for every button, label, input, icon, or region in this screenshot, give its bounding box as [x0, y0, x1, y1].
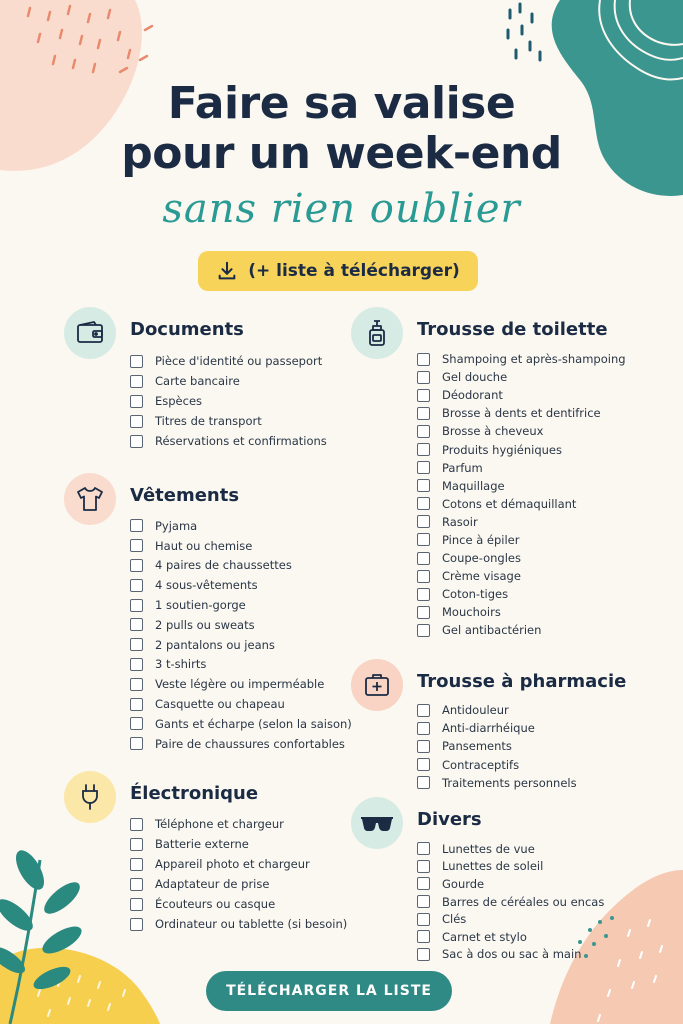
- checkbox[interactable]: [417, 722, 430, 735]
- item-label: Titres de transport: [155, 414, 262, 428]
- list-item: [417, 477, 626, 495]
- section-divers: [351, 797, 651, 967]
- list-item: [130, 694, 352, 714]
- item-label: Espèces: [155, 394, 203, 408]
- checkbox[interactable]: [417, 353, 430, 366]
- list-item: [417, 928, 604, 946]
- list-item: [417, 350, 626, 368]
- list-item: [130, 854, 347, 874]
- checkbox[interactable]: [417, 948, 430, 961]
- checkbox[interactable]: [130, 559, 143, 572]
- list-item: [417, 603, 626, 621]
- checkbox[interactable]: [417, 425, 430, 438]
- checkbox[interactable]: [417, 552, 430, 565]
- checkbox[interactable]: [417, 479, 430, 492]
- item-label: Crème visage: [442, 569, 521, 584]
- item-label: Traitements personnels: [442, 775, 577, 790]
- section-title: Électronique: [130, 783, 259, 804]
- title-line-3: sans rien oublier: [162, 186, 521, 232]
- item-label: 1 soutien-gorge: [155, 598, 246, 613]
- list-item: [417, 910, 604, 928]
- item-label: Gourde: [442, 876, 485, 891]
- checkbox[interactable]: [417, 930, 430, 943]
- checklist: [130, 351, 327, 451]
- list-item: [130, 734, 352, 754]
- checkbox[interactable]: [130, 435, 143, 448]
- checkbox[interactable]: [130, 818, 143, 831]
- checkbox[interactable]: [130, 838, 143, 851]
- item-label: Paire de chaussures confortables: [155, 736, 345, 751]
- wallet-icon: [64, 307, 116, 359]
- list-item: [130, 431, 327, 451]
- checkbox[interactable]: [417, 461, 430, 474]
- list-item: [130, 391, 327, 411]
- list-item: [130, 536, 352, 556]
- list-item: [417, 840, 604, 858]
- checklist: [130, 516, 352, 754]
- checkbox[interactable]: [130, 395, 143, 408]
- item-label: 4 paires de chaussettes: [155, 558, 292, 573]
- checkbox[interactable]: [417, 895, 430, 908]
- item-label: Appareil photo et chargeur: [155, 857, 310, 871]
- list-item: [130, 411, 327, 431]
- item-label: Produits hygiéniques: [442, 442, 562, 457]
- checkbox[interactable]: [130, 355, 143, 368]
- checkbox[interactable]: [417, 704, 430, 717]
- checkbox[interactable]: [130, 599, 143, 612]
- item-label: Casquette ou chapeau: [155, 697, 285, 712]
- list-item: [130, 371, 327, 391]
- download-icon: [216, 260, 238, 282]
- checkbox[interactable]: [417, 624, 430, 637]
- list-item: [130, 814, 347, 834]
- checkbox[interactable]: [130, 375, 143, 388]
- checkbox[interactable]: [130, 579, 143, 592]
- checkbox[interactable]: [130, 618, 143, 631]
- checklist: [417, 701, 577, 792]
- list-item: [417, 549, 626, 567]
- list-item: [130, 674, 352, 694]
- list-item: [417, 386, 626, 404]
- item-label: Lunettes de soleil: [442, 859, 544, 874]
- item-label: Carnet et stylo: [442, 929, 527, 944]
- title-line-2: pour un week-end: [121, 128, 562, 179]
- checkbox[interactable]: [417, 389, 430, 402]
- checkbox[interactable]: [417, 407, 430, 420]
- checkbox[interactable]: [130, 717, 143, 730]
- item-label: Écouteurs ou casque: [155, 897, 276, 911]
- item-label: Ordinateur ou tablette (si besoin): [155, 917, 348, 931]
- list-item: [130, 351, 327, 371]
- checkbox[interactable]: [417, 758, 430, 771]
- checkbox[interactable]: [417, 860, 430, 873]
- item-label: Déodorant: [442, 388, 503, 403]
- item-label: Mouchoirs: [442, 605, 501, 620]
- section-title: Documents: [130, 319, 244, 340]
- list-item: [417, 756, 577, 774]
- checkbox[interactable]: [130, 658, 143, 671]
- soap-bottle-icon: [351, 307, 403, 359]
- item-label: Lunettes de vue: [442, 841, 535, 856]
- checklist: [417, 840, 604, 963]
- item-label: Sac à dos ou sac à main: [442, 947, 582, 962]
- list-item: [417, 701, 577, 719]
- checkbox[interactable]: [130, 698, 143, 711]
- list-item: [417, 946, 604, 964]
- list-item: [417, 737, 577, 755]
- checkbox[interactable]: [417, 877, 430, 890]
- item-label: Clés: [442, 912, 467, 927]
- list-item: [130, 894, 347, 914]
- list-item: [417, 513, 626, 531]
- download-pill-label: (+ liste à télécharger): [248, 261, 460, 281]
- list-item: [417, 858, 604, 876]
- item-label: 2 pulls ou sweats: [155, 617, 255, 632]
- item-label: Shampoing et après-shampoing: [442, 352, 626, 367]
- sunglasses-icon: [351, 797, 403, 849]
- list-item: [417, 440, 626, 458]
- item-label: Adaptateur de prise: [155, 877, 270, 891]
- plug-icon: [64, 771, 116, 823]
- item-label: 4 sous-vêtements: [155, 578, 258, 593]
- list-item: [417, 774, 577, 792]
- checkbox[interactable]: [130, 878, 143, 891]
- item-label: Brosse à cheveux: [442, 424, 544, 439]
- list-item: [130, 635, 352, 655]
- list-item: [130, 914, 347, 934]
- section-pharmacie: [351, 659, 651, 794]
- item-label: 2 pantalons ou jeans: [155, 637, 275, 652]
- download-list-button[interactable]: TÉLÉCHARGER LA LISTE: [206, 971, 452, 1011]
- checkbox[interactable]: [130, 638, 143, 651]
- tshirt-icon: [64, 473, 116, 525]
- list-item: [130, 874, 347, 894]
- checkbox[interactable]: [130, 918, 143, 931]
- item-label: Pansements: [442, 739, 512, 754]
- section-documents: [64, 307, 334, 457]
- list-item: [417, 368, 626, 386]
- list-item: [130, 575, 352, 595]
- checkbox[interactable]: [417, 913, 430, 926]
- item-label: Contraceptifs: [442, 757, 520, 772]
- item-label: Veste légère ou imperméable: [155, 677, 325, 692]
- checkbox[interactable]: [130, 678, 143, 691]
- checkbox[interactable]: [417, 842, 430, 855]
- item-label: Antidouleur: [442, 703, 509, 718]
- item-label: Parfum: [442, 460, 483, 475]
- checkbox[interactable]: [417, 606, 430, 619]
- section-title: Vêtements: [130, 485, 240, 506]
- item-label: Pince à épiler: [442, 532, 520, 547]
- item-label: Réservations et confirmations: [155, 434, 327, 448]
- item-label: Gants et écharpe (selon la saison): [155, 716, 352, 731]
- section-toilette: [351, 307, 651, 642]
- download-pill-button[interactable]: [198, 251, 478, 291]
- checkbox[interactable]: [417, 533, 430, 546]
- item-label: Rasoir: [442, 514, 478, 529]
- item-label: Gel douche: [442, 370, 508, 385]
- item-label: Cotons et démaquillant: [442, 496, 577, 511]
- checkbox[interactable]: [130, 415, 143, 428]
- item-label: Carte bancaire: [155, 374, 240, 388]
- list-item: [417, 404, 626, 422]
- section-electronique: [64, 771, 348, 941]
- item-label: Téléphone et chargeur: [155, 817, 284, 831]
- list-item: [130, 516, 352, 536]
- section-vetements: [64, 473, 352, 763]
- list-item: [130, 655, 352, 675]
- list-item: [417, 719, 577, 737]
- list-item: [417, 621, 626, 639]
- list-item: [417, 422, 626, 440]
- list-item: [417, 531, 626, 549]
- item-label: Pièce d'identité ou passeport: [155, 354, 323, 368]
- title-line-1: Faire sa valise: [167, 78, 516, 129]
- list-item: [417, 893, 604, 911]
- item-label: 3 t-shirts: [155, 657, 207, 672]
- checkbox[interactable]: [417, 740, 430, 753]
- checkbox[interactable]: [417, 588, 430, 601]
- checkbox[interactable]: [130, 519, 143, 532]
- item-label: Maquillage: [442, 478, 505, 493]
- checkbox[interactable]: [130, 858, 143, 871]
- section-title: Divers: [417, 809, 482, 830]
- checkbox[interactable]: [417, 497, 430, 510]
- list-item: [417, 459, 626, 477]
- item-label: Coupe-ongles: [442, 551, 521, 566]
- list-item: [417, 585, 626, 603]
- item-label: Barres de céréales ou encas: [442, 894, 605, 909]
- first-aid-kit-icon: [351, 659, 403, 711]
- item-label: Gel antibactérien: [442, 623, 542, 638]
- item-label: Brosse à dents et dentifrice: [442, 406, 601, 421]
- list-item: [417, 875, 604, 893]
- checkbox[interactable]: [417, 776, 430, 789]
- checkbox[interactable]: [417, 371, 430, 384]
- list-item: [130, 834, 347, 854]
- list-item: [130, 556, 352, 576]
- list-item: [417, 567, 626, 585]
- item-label: Haut ou chemise: [155, 538, 253, 553]
- checkbox[interactable]: [130, 898, 143, 911]
- list-item: [130, 615, 352, 635]
- checkbox[interactable]: [417, 570, 430, 583]
- checklist: [417, 350, 626, 640]
- section-title: Trousse à pharmacie: [417, 671, 627, 692]
- item-label: Coton-tiges: [442, 587, 509, 602]
- item-label: Anti-diarrhéique: [442, 721, 535, 736]
- item-label: Pyjama: [155, 518, 198, 533]
- checkbox[interactable]: [130, 737, 143, 750]
- checkbox[interactable]: [417, 443, 430, 456]
- checklist: [130, 814, 347, 934]
- checkbox[interactable]: [130, 539, 143, 552]
- list-item: [130, 714, 352, 734]
- checkbox[interactable]: [417, 515, 430, 528]
- item-label: Batterie externe: [155, 837, 249, 851]
- list-item: [130, 595, 352, 615]
- section-title: Trousse de toilette: [417, 319, 608, 340]
- list-item: [417, 495, 626, 513]
